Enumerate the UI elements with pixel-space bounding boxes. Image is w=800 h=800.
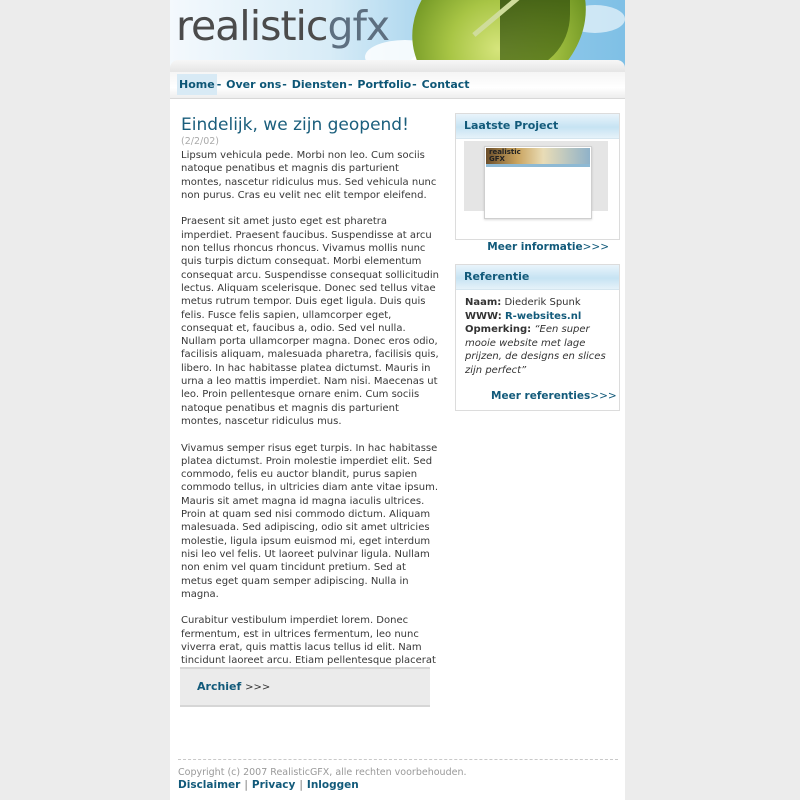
nav-separator: - bbox=[348, 78, 353, 91]
article-paragraph: Praesent sit amet justo eget est pharetra imperdiet. Praesent faucibus. Suspendisse at arcu non tellus rhoncus rhoncus. Vivamus mollis nunc quis turpis dictum consequat. Morbi elementum consequat arcu. Suspendisse consequat sollicitudin lectus. Aliquam scelerisque. Donec sed tellus vitae metus rutrum tempor. Duis eget ligula. Duis quis felis. Fusce felis sapien, ullamcorper eget, consequat et, faucibus a, odio. Sed vel nulla. Nullam porta ullamcorper magna. Donec eros odio, facilisis aliquam, malesuada pharetra, facilisis quis, libero. In hac habitasse platea dictumst. Mauris in urna a leo mattis imperdiet. Nam nisi. Maecenas ut leo. Proin pellentesque ornare enim. Cum sociis natoque penatibus et magnis dis parturient montes, nascetur ridiculus mus. bbox=[181, 216, 439, 427]
footer-copyright: Copyright (c) 2007 RealisticGFX, alle rechten voorbehouden. bbox=[178, 767, 467, 778]
footer-links bbox=[178, 779, 359, 791]
archive-label: Archief bbox=[197, 680, 242, 693]
site-logo[interactable] bbox=[176, 2, 389, 50]
ref-www-label: WWW: bbox=[465, 310, 502, 322]
archive-link[interactable] bbox=[197, 680, 270, 693]
logo-text-gfx: gfx bbox=[327, 2, 390, 50]
ref-name-label: Naam: bbox=[465, 297, 502, 308]
more-references-link[interactable] bbox=[491, 390, 617, 402]
more-info-label: Meer informatie bbox=[487, 241, 583, 253]
reference-box bbox=[455, 264, 620, 411]
ref-name-value: Diederik Spunk bbox=[504, 297, 581, 308]
more-info-arrow: >>> bbox=[582, 241, 609, 253]
footer-link-privacy[interactable]: Privacy bbox=[251, 779, 296, 791]
header-bottom-bar bbox=[170, 60, 625, 72]
project-thumbnail-frame bbox=[464, 141, 608, 211]
nav-diensten[interactable]: Diensten bbox=[291, 78, 347, 91]
footer-link-disclaimer[interactable]: Disclaimer bbox=[178, 779, 241, 791]
archive-bar bbox=[180, 667, 430, 707]
page-container bbox=[170, 0, 625, 800]
ref-www-link[interactable]: R-websites.nl bbox=[504, 310, 582, 322]
more-references-arrow: >>> bbox=[590, 390, 617, 402]
footer-separator: | bbox=[244, 779, 248, 791]
ref-remark-label: Opmerking: bbox=[465, 324, 532, 335]
thumb-logo-line1: realistic bbox=[489, 148, 521, 156]
reference-content bbox=[465, 296, 615, 377]
article-title: Eindelijk, we zijn geopend! bbox=[181, 115, 409, 135]
thumb-logo-line2: GFX bbox=[489, 155, 505, 163]
latest-project-heading: Laatste Project bbox=[456, 114, 619, 139]
project-thumbnail-nav bbox=[486, 164, 590, 167]
article-paragraph: Curabitur vestibulum imperdiet lorem. Donec fermentum, est in ultrices fermentum, leo nunc viverra erat, quis mattis lacus tellus id elit. Nam tincidunt laoreet arcu. Etiam pellentesque placerat bbox=[181, 615, 436, 667]
more-references-label: Meer referenties bbox=[491, 390, 591, 402]
nav-separator: - bbox=[412, 78, 417, 91]
site-header bbox=[170, 0, 625, 72]
article-paragraph: Lipsum vehicula pede. Morbi non leo. Cum sociis natoque penatibus et magnis dis parturient montes, nascetur ridiculus mus. Sed vehicula nunc non purus. Cras eu velit nec elit tempor eleifend. bbox=[181, 150, 437, 201]
nav-contact[interactable]: Contact bbox=[421, 78, 470, 91]
main-navigation bbox=[170, 72, 625, 99]
ref-remark-value: “Een super mooie website met lage prijzen, de designs en slices zijn perfect” bbox=[465, 324, 606, 376]
latest-project-box bbox=[455, 113, 620, 253]
footer-link-inloggen[interactable]: Inloggen bbox=[306, 779, 359, 791]
footer-separator: | bbox=[299, 779, 303, 791]
footer-divider bbox=[178, 759, 618, 760]
logo-text-realistic: realistic bbox=[176, 2, 328, 50]
article-body bbox=[181, 149, 439, 694]
nav-portfolio[interactable]: Portfolio bbox=[357, 78, 412, 91]
nav-separator: - bbox=[216, 78, 222, 91]
article-paragraph: Vivamus semper risus eget turpis. In hac habitasse platea dictumst. Proin molestie imperdiet elit. Sed commodo, felis eu auctor blandit, purus sapien commodo tellus, in ultricies diam ante vitae ipsum. Mauris sit amet magna id magna iaculis ultrices. Proin at quam sed nisi commodo dictum. Aliquam malesuada. Sed adipiscing, odio sit amet ultricies molestie, ligula ipsum euismod mi, eget interdum nisi leo vel felis. Ut laoreet pulvinar ligula. Nullam non enim vel quam tincidunt pretium. Sed at metus eget quam semper adipiscing. Nulla in magna. bbox=[181, 442, 438, 600]
reference-heading: Referentie bbox=[456, 265, 619, 290]
project-thumbnail[interactable] bbox=[484, 146, 592, 219]
project-thumbnail-logo bbox=[489, 149, 521, 163]
nav-separator: - bbox=[282, 78, 287, 91]
project-thumbnail-banner bbox=[486, 148, 590, 164]
more-info-link[interactable] bbox=[487, 241, 609, 253]
nav-over-ons[interactable]: Over ons bbox=[226, 78, 282, 91]
article-date: (2/2/02) bbox=[181, 136, 219, 147]
nav-home[interactable]: Home bbox=[177, 74, 217, 95]
archive-arrow: >>> bbox=[245, 682, 271, 693]
